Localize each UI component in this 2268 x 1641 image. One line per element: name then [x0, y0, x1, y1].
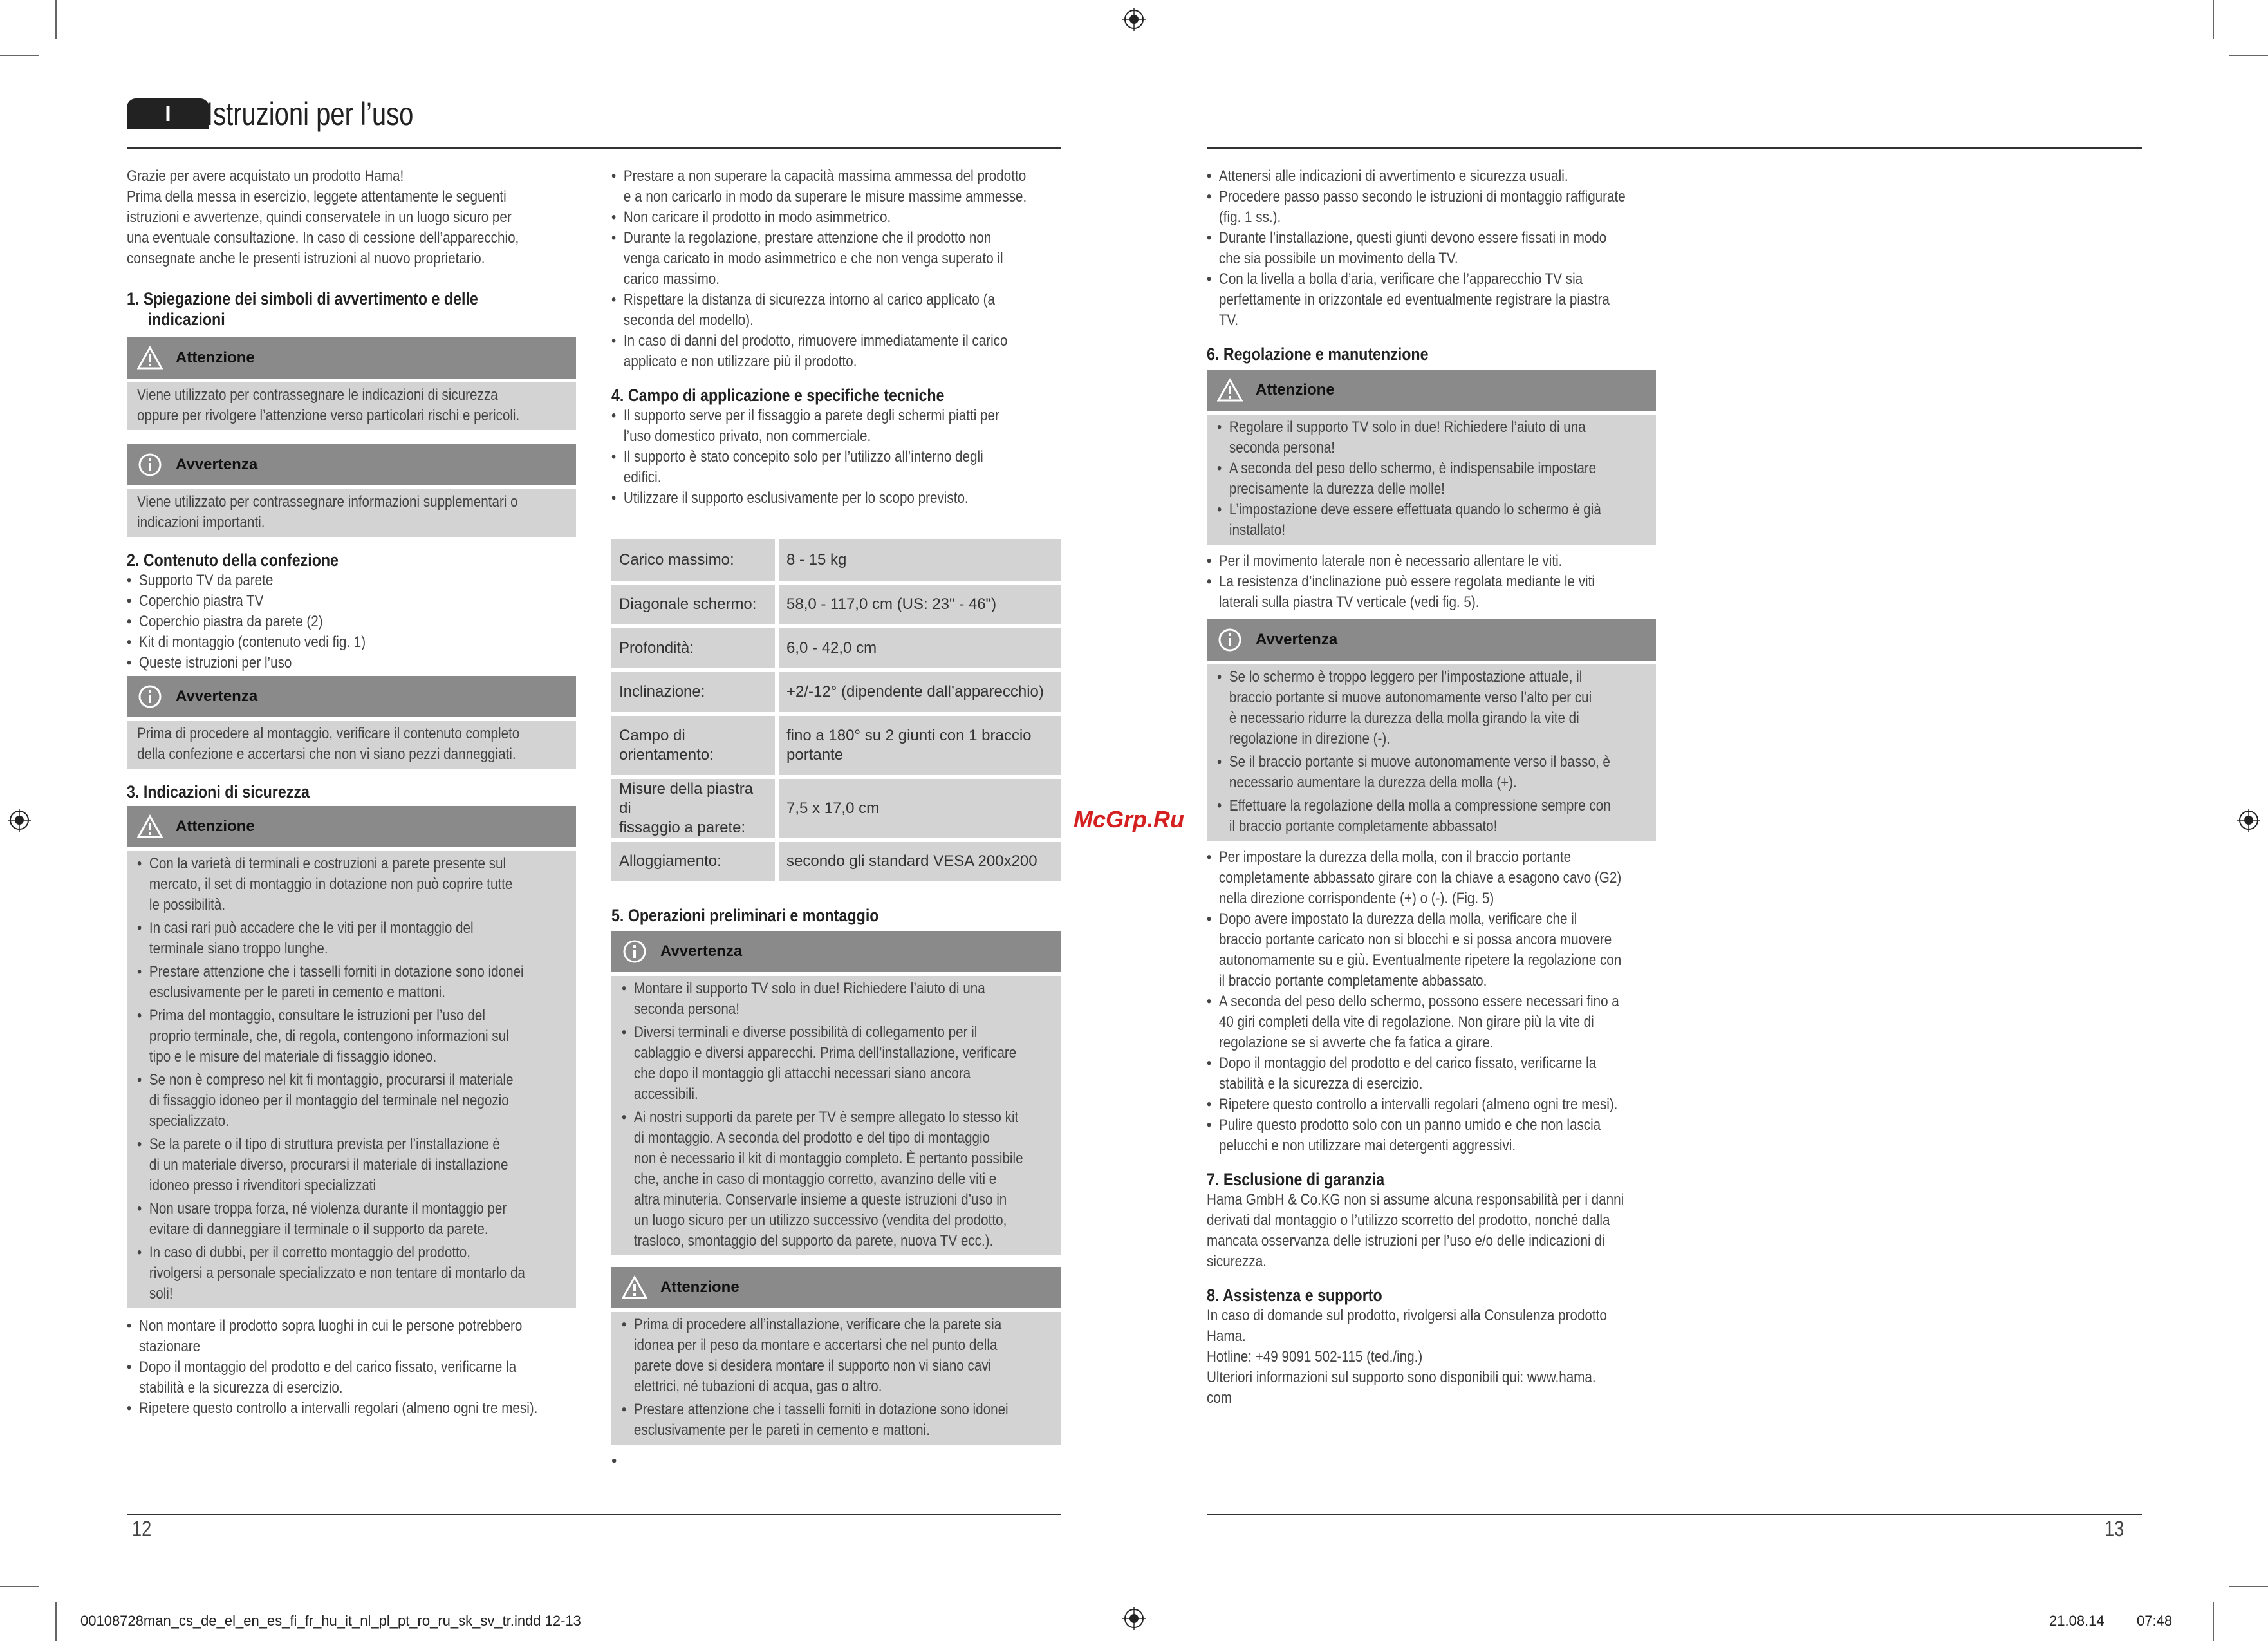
warning-triangle-icon — [622, 1275, 647, 1300]
list-item: • Queste istruzioni per l’uso — [127, 653, 575, 673]
list-item: • Prestare attenzione che i tasselli forniti in dotazione sono idonei esclusivamente per le pareti in cemento e mattoni. — [622, 1400, 1049, 1441]
note-body: Prima di procedere al montaggio, verificare il contenuto completo della confezione e accertarsi che non vi siano pezzi danneggiati. — [127, 721, 576, 769]
section-4-title: 4. Campo di applicazione e specifiche tecniche — [611, 386, 945, 405]
info-icon — [137, 684, 163, 709]
list-item: • Se la parete o il tipo di struttura prevista per l’installazione è di un materiale diverso, procurarsi il materiale di installazione idoneo presso i rivenditori specializzati — [137, 1134, 564, 1196]
list-item: • Rispettare la distanza di sicurezza intorno al carico applicato (a seconda del modello). — [611, 290, 1059, 331]
note-body — [1207, 664, 1656, 841]
registration-mark-icon — [8, 809, 31, 832]
list-item: • Coperchio piastra da parete (2) — [127, 612, 575, 632]
crop-mark — [2213, 0, 2214, 39]
section-5-title: 5. Operazioni preliminari e montaggio — [611, 906, 879, 925]
note-body — [611, 976, 1061, 1255]
info-icon — [137, 452, 163, 478]
header-rule-left — [127, 147, 1061, 149]
slug-date: 21.08.14 — [2049, 1613, 2105, 1629]
list-item: • Se lo schermo è troppo leggero per l’impostazione attuale, il braccio portante si muove autonomamente verso l’alto per cui è necessario ridurre la durezza della molla girando la vite di regolazione in direzione (-). — [1217, 667, 1644, 749]
attention-body — [611, 1312, 1061, 1445]
column-2 — [611, 166, 1061, 509]
section-2-title: 2. Contenuto della confezione — [127, 550, 339, 570]
note-header: Avvertenza — [127, 444, 576, 485]
list-item: • Prestare attenzione che i tasselli forniti in dotazione sono idonei esclusivamente per le pareti in cemento e mattoni. — [137, 962, 564, 1003]
list-item: • In casi rari può accadere che le viti per il montaggio del terminale siano troppo lunghe. — [137, 918, 564, 959]
crop-mark — [55, 0, 57, 39]
attention-header: Attenzione — [127, 337, 576, 379]
crop-mark — [0, 1586, 39, 1587]
list-item: • L’impostazione deve essere effettuata quando lo schermo è già installato! — [1217, 500, 1644, 541]
contents-list — [127, 570, 575, 673]
table-row: Campo di orientamento: fino a 180° su 2 giunti con 1 braccio portante — [611, 716, 1061, 775]
list-item: • A seconda del peso dello schermo, possono essere necessari fino a 40 giri completi della vite di regolazione. Non girare più la vite di regolazione se si avverte che fa fatica a girare. — [1207, 991, 1655, 1053]
attention-header: Attenzione — [1207, 370, 1656, 411]
attention-header: Attenzione — [611, 1267, 1061, 1308]
list-item: • Prestare a non superare la capacità massima ammessa del prodotto e a non caricarlo in modo da superare le misure massime ammesse. — [611, 166, 1059, 207]
list-item: • Montare il supporto TV solo in due! Richiedere l’aiuto di una seconda persona! — [622, 979, 1049, 1020]
list-item: • Ripetere questo controllo a intervalli regolari (almeno ogni tre mesi). — [1207, 1094, 1655, 1115]
section-1-title-cont: indicazioni — [147, 310, 225, 329]
crop-mark — [55, 1602, 57, 1641]
list-item: • Dopo avere impostato la durezza della molla, verificare che il braccio portante caricato non si blocchi e si possa ancora muovere autonomamente su e giù. Eventualmente ripetere la regolazione con il braccio portante completamente abbassato. — [1207, 909, 1655, 991]
page-number-left: 12 — [132, 1517, 152, 1541]
page-title: Istruzioni per l’uso — [206, 96, 414, 132]
column-3 — [1207, 166, 1656, 1409]
list-item: • Ai nostri supporti da parete per TV è sempre allegato lo stesso kit di montaggio. A seconda del prodotto e del tipo di montaggio non è necessario il kit di montaggio completo. È pertanto possibile che, anche in caso di montaggio corretto, avanzino delle viti e altra minuteria. Conservarle insieme a queste istruzioni d’uso in un luogo sicuro per un utilizzo successivo (vendita del prodotto, trasloco, smontaggio del supporto da parete, nuova TV ecc.). — [622, 1107, 1049, 1252]
warning-triangle-icon — [137, 345, 163, 371]
table-row: Profondità: 6,0 - 42,0 cm — [611, 628, 1061, 668]
list-item: • Diversi terminali e diverse possibilità di collegamento per il cablaggio e diversi apparecchi. Prima dell’installazione, verificare che dopo il montaggio gli attacchi necessari siano ancora accessibili. — [622, 1022, 1049, 1105]
crop-mark — [2213, 1602, 2214, 1641]
list-item: • Attenersi alle indicazioni di avvertimento e sicurezza usuali. — [1207, 166, 1655, 187]
registration-mark-icon — [1122, 1607, 1146, 1630]
list-item: • Dopo il montaggio del prodotto e del carico fissato, verificarne la stabilità e la sicurezza di esercizio. — [1207, 1053, 1655, 1094]
attention-header: Attenzione — [127, 806, 576, 847]
list-item: • A seconda del peso dello schermo, è indispensabile impostare precisamente la durezza delle molle! — [1217, 458, 1644, 500]
warranty-paragraph: Hama GmbH & Co.KG non si assume alcuna responsabilità per i danni derivati dal montaggio o l’utilizzo scorretto del prodotto, nonché dalla mancata osservanza delle istruzioni per l’uso e/o delle indicazioni di sicurezza. — [1207, 1191, 1624, 1270]
section-7-title: 7. Esclusione di garanzia — [1207, 1170, 1385, 1189]
column-1 — [127, 166, 576, 1419]
list-item: • Per impostare la durezza della molla, con il braccio portante completamente abbassato girare con la chiave a esagono cavo (G2) nella direzione corrispondente (+) o (-). (Fig. 5) — [1207, 847, 1655, 909]
list-item: • Utilizzare il supporto esclusivamente per lo scopo previsto. — [611, 488, 1059, 509]
intro-paragraph: Grazie per avere acquistato un prodotto Hama! Prima della messa in esercizio, leggete attentamente le seguenti istruzioni e avvertenze, quindi conservatele in un luogo sicuro per una eventuale consultazione. In caso di cessione dell’apparecchio, consegnate anche le presenti istruzioni al nuovo proprietario. — [127, 167, 519, 267]
specs-table — [608, 536, 1064, 885]
language-badge: I — [127, 98, 209, 129]
table-row: Carico massimo: 8 - 15 kg — [611, 539, 1061, 581]
list-item: • Prima di procedere all’installazione, verificare che la parete sia idonea per il peso da montare e accertarsi che nel punto della parete dove si desidera montare il supporto non vi siano cavi elettrici, né tubazioni di acqua, gas o altro. — [622, 1315, 1049, 1397]
section-6-title: 6. Regolazione e manutenzione — [1207, 344, 1429, 364]
column-2-lower — [611, 905, 1061, 1472]
info-icon — [1217, 627, 1243, 653]
note-header: Avvertenza — [127, 676, 576, 717]
table-row: Misure della piastra di fissaggio a parete: 7,5 x 17,0 cm — [611, 779, 1061, 838]
crop-mark — [2229, 1586, 2268, 1587]
file-slug: 00108728man_cs_de_el_en_es_fi_fr_hu_it_nl_pl_pt_ro_ru_sk_sv_tr.indd 12-13 — [80, 1613, 581, 1629]
list-item: • Se non è compreso nel kit fi montaggio, procurarsi il materiale di fissaggio idoneo per il montaggio del terminale nel negozio specializzato. — [137, 1070, 564, 1132]
footer-rule-right — [1207, 1514, 2142, 1515]
slug-time: 07:48 — [2137, 1613, 2173, 1629]
list-item: • Pulire questo prodotto solo con un panno umido e che non lascia pelucchi e non utilizzare mai detergenti aggressivi. — [1207, 1115, 1655, 1156]
table-row: Inclinazione: +2/-12° (dipendente dall’apparecchio) — [611, 672, 1061, 712]
page-number-right: 13 — [2105, 1517, 2124, 1541]
list-item: • La resistenza d’inclinazione può essere regolata mediante le viti laterali sulla piastra TV verticale (vedi fig. 5). — [1207, 572, 1655, 613]
list-item: • Non montare il prodotto sopra luoghi in cui le persone potrebbero stazionare — [127, 1316, 575, 1357]
attention-body — [127, 851, 576, 1308]
attention-body: Viene utilizzato per contrassegnare le indicazioni di sicurezza oppure per rivolgere l’attenzione verso particolari rischi e pericoli. — [127, 382, 576, 430]
list-item: • Durante l’installazione, questi giunti devono essere fissati in modo che sia possibile un movimento della TV. — [1207, 228, 1655, 269]
support-paragraph: In caso di domande sul prodotto, rivolgersi alla Consulenza prodotto Hama. Hotline: +49 9091 502-115 (ted./ing.) Ulteriori informazioni sul supporto sono disponibili qui: www.hama. com — [1207, 1307, 1607, 1407]
list-item: • Supporto TV da parete — [127, 570, 575, 591]
list-item: • Per il movimento laterale non è necessario allentare le viti. — [1207, 551, 1655, 572]
list-item: • Kit di montaggio (contenuto vedi fig. 1) — [127, 632, 575, 653]
list-item: • Il supporto è stato concepito solo per l’utilizzo all’interno degli edifici. — [611, 447, 1059, 488]
note-header: Avvertenza — [611, 931, 1061, 972]
section-1-title: 1. Spiegazione dei simboli di avvertimento e delle — [127, 289, 478, 308]
crop-mark — [2229, 55, 2268, 56]
list-item: • Il supporto serve per il fissaggio a parete degli schermi piatti per l’uso domestico privato, non commerciale. — [611, 406, 1059, 447]
note-header: Avvertenza — [1207, 619, 1656, 661]
list-item: • Coperchio piastra TV — [127, 591, 575, 612]
watermark: McGrp.Ru — [1074, 806, 1185, 832]
warning-triangle-icon — [1217, 377, 1243, 403]
list-item: • Effettuare la regolazione della molla a compressione sempre con il braccio portante completamente abbassato! — [1217, 796, 1644, 837]
registration-mark-icon — [1122, 8, 1146, 31]
list-item: • Non usare troppa forza, né violenza durante il montaggio per evitare di danneggiare il terminale o il supporto da parete. — [137, 1199, 564, 1240]
info-icon — [622, 939, 647, 964]
section-8-title: 8. Assistenza e supporto — [1207, 1286, 1382, 1305]
note-body: Viene utilizzato per contrassegnare informazioni supplementari o indicazioni importanti. — [127, 489, 576, 537]
list-item: • Non caricare il prodotto in modo asimmetrico. — [611, 207, 1059, 228]
footer-rule-left — [127, 1514, 1061, 1515]
list-item: • In caso di dubbi, per il corretto montaggio del prodotto, rivolgersi a personale specializzato e non tentare di montarlo da soli! — [137, 1242, 564, 1304]
header-rule-right — [1207, 147, 2142, 149]
list-item: • Con la livella a bolla d’aria, verificare che l’apparecchio TV sia perfettamente in orizzontale ed eventualmente registrare la piastra TV. — [1207, 269, 1655, 331]
list-item: • Durante la regolazione, prestare attenzione che il prodotto non venga caricato in modo asimmetrico e che non venga superato il carico massimo. — [611, 228, 1059, 290]
crop-mark — [0, 55, 39, 56]
list-item: • Regolare il supporto TV solo in due! Richiedere l’aiuto di una seconda persona! — [1217, 417, 1644, 458]
list-item: • In caso di danni del prodotto, rimuovere immediatamente il carico applicato e non utilizzare più il prodotto. — [611, 331, 1059, 372]
list-item: • Se il braccio portante si muove autonomamente verso il basso, è necessario aumentare la durezza della molla (+). — [1217, 752, 1644, 793]
table-row: Alloggiamento: secondo gli standard VESA 200x200 — [611, 842, 1061, 881]
list-item: • Ripetere questo controllo a intervalli regolari (almeno ogni tre mesi). — [127, 1398, 575, 1419]
list-item: • Prima del montaggio, consultare le istruzioni per l’uso del proprio terminale, che, di regola, contengono informazioni sul tipo e le misure del materiale di fissaggio idoneo. — [137, 1006, 564, 1067]
list-item: • Dopo il montaggio del prodotto e del carico fissato, verificarne la stabilità e la sicurezza di esercizio. — [127, 1357, 575, 1398]
empty-bullet — [611, 1451, 1061, 1472]
section-3-title: 3. Indicazioni di sicurezza — [127, 782, 310, 802]
registration-mark-icon — [2237, 809, 2260, 832]
warning-triangle-icon — [137, 814, 163, 839]
list-item: • Con la varietà di terminali e costruzioni a parete presente sul mercato, il set di montaggio in dotazione non può coprire tutte le possibilità. — [137, 854, 564, 915]
table-row: Diagonale schermo: 58,0 - 117,0 cm (US: 23" - 46") — [611, 585, 1061, 624]
list-item: • Procedere passo passo secondo le istruzioni di montaggio raffigurate (fig. 1 ss.). — [1207, 187, 1655, 228]
attention-body — [1207, 415, 1656, 545]
